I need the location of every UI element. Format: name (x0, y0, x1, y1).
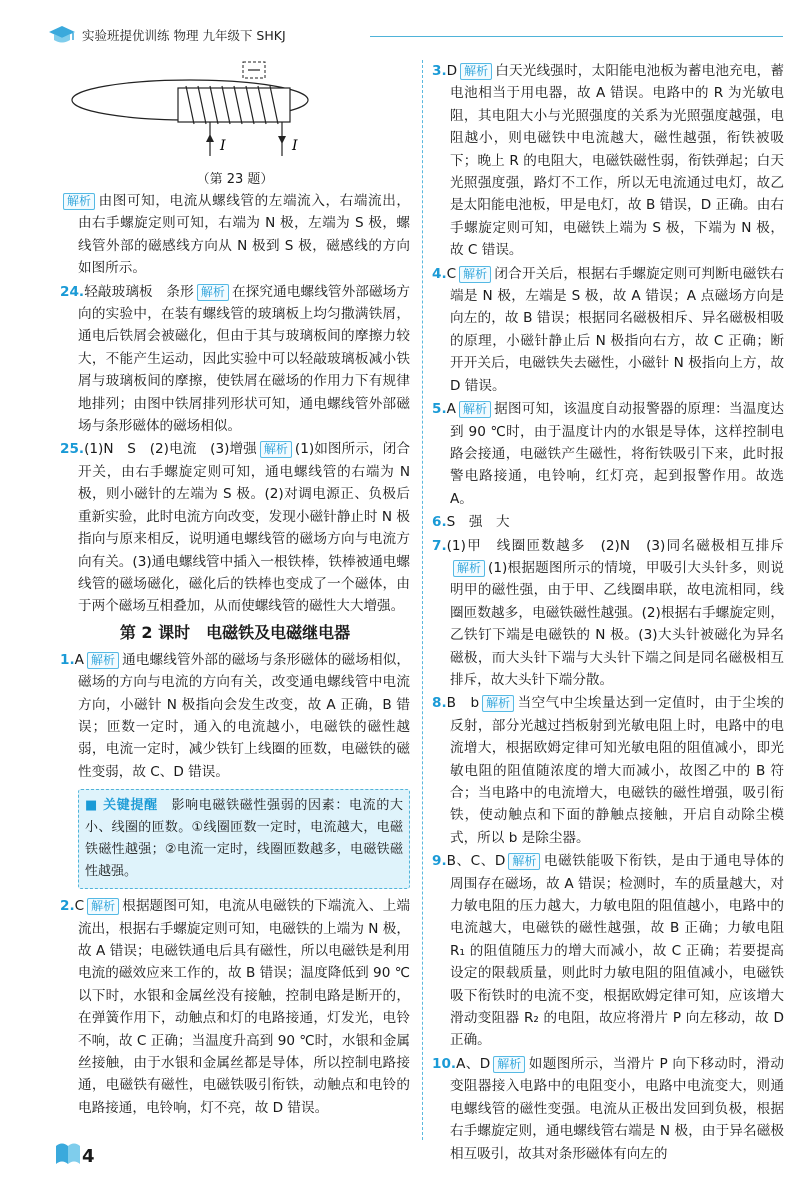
question-number: 9. (432, 853, 447, 870)
answer-text: (1)N S (2)电流 (3)增强 (84, 441, 257, 458)
analysis-text: 白天光线强时，太阳能电池板为蓄电池充电，蓄电池相当于用电器，故 A 错误。电路中的 R 为光敏电阻，其电阻大小与光照强度的关系为光照强度越强，电阻越小，则电磁铁中电流越大，磁性越强，衔铁被吸下；晚上 R 的电阻大，电磁铁磁性弱，衔铁弹起；白天光照强度强，路灯不工作，所以无电流通过电灯，故乙是太阳能电池板，甲是电灯，故 B 错误，D 正确。由右手螺旋定则可知，电磁铁上端为 S 极，下端为 N 极，故 C 错误。 (450, 63, 784, 259)
answer-1 (60, 649, 410, 783)
answer-3 (432, 60, 784, 262)
answer-text: 轻敲玻璃板 条形 (84, 283, 194, 300)
analysis-tag: 解析 (459, 266, 491, 283)
solenoid-figure (60, 60, 410, 172)
figure-caption: （第 23 题） (196, 172, 274, 187)
right-column (432, 60, 784, 1166)
answer-4 (432, 263, 784, 397)
analysis-text: 电磁铁能吸下衔铁，是由于通电导体的周围存在磁场，故 A 错误；检测时，车的质量越大，对力敏电阻的压力越大，力敏电阻的阻值越小，电路中的电流越大，电磁铁的磁性越强，故 B 正确；力敏电阻 R₁ 的阻值随压力的增大而减小，故 C 正确；若要提高设定的限载质量，则此时力敏电阻的阻值减小，电磁铁吸下衔铁时的电流不变，根据欧姆定律可知，应该增大滑动变阻器 R₂ 的电阻，故应将滑片 P 向左移动，故 D 正确。 (450, 853, 784, 1049)
answer-23 (60, 190, 410, 280)
answer-10 (432, 1053, 784, 1165)
analysis-text: 当空气中尘埃量达到一定值时，由于尘埃的反射，部分光越过挡板射到光敏电阻上时，电路中的电流增大，根据欧姆定律可知光敏电阻的阻值减小，即光敏电阻的阻值随浓度的增大而减小，故图乙中的 B 符合；当电路中的电流增大，电磁铁的磁性增强，吸引衔铁，使动触点和下面的静触点接触，开启自动除尘模式，所以 b 是除尘器。 (450, 695, 784, 846)
answer-text: S 强 大 (446, 514, 510, 531)
analysis-text: 如题图所示，当滑片 P 向下移动时，滑动变阻器接入电路中的电阻变小，电路中电流变大，则通电螺线管的磁性变强。电流从正极出发回到负极，根据右手螺旋定则，通电螺线管右端是 N 极，由于异名磁极相互吸引，故其对条形磁体有向左的 (450, 1055, 784, 1162)
answer-text: A (446, 401, 456, 418)
analysis-tag: 解析 (459, 401, 491, 418)
analysis-text: 由图可知，电流从螺线管的左端流入，右端流出，由右手螺旋定则可知，右端为 N 极，左端为 S 极，螺线管外部的磁感线方向从 N 极到 S 极，磁感线的方向如图所示。 (78, 193, 410, 277)
answer-text: C (446, 265, 457, 282)
answer-25 (60, 438, 410, 617)
answer-text: (1)甲 线圈匝数越多 (2)N (3)同名磁极相互排斥 (446, 537, 784, 554)
analysis-text: 通电螺线管外部的磁场与条形磁体的磁场相似，磁场的方向与电流的方向有关，改变通电螺线管中电流方向，小磁针 N 极指向会发生改变，故 A 正确，B 错误；匝数一定时，通入的电流越小，电磁铁的磁性越弱，电流一定时，减少铁钉上线圈的匝数，电磁铁的磁性变弱，故 C、D 错误。 (78, 651, 410, 780)
analysis-tag: 解析 (508, 853, 540, 870)
question-number: 4. (432, 265, 447, 282)
analysis-text: 闭合开关后，根据右手螺旋定则可判断电磁铁右端是 N 极，左端是 S 极，故 A 错误；A 点磁场方向是向左的，故 B 错误；根据同名磁极相斥、异名磁极相吸的原理，小磁针静止后 N 极指向右方，故 C 正确；断开开关后，电磁铁失去磁性，小磁针 N 极指向上方，故 D 错误。 (450, 265, 784, 394)
current-label-left: I (220, 138, 226, 154)
analysis-tag: 解析 (63, 193, 95, 210)
answer-text: B b (446, 695, 480, 712)
analysis-tag: 解析 (260, 441, 292, 458)
analysis-text: (1)如图所示，闭合开关，由右手螺旋定则可知，通电螺线管的右端为 N 极，则小磁针的左端为 S 极。(2)对调电源正、负极后重新实验，此时电流方向改变，发现小磁针静止时 N 极指向与原来相反，说明通电螺线管的磁场方向与电流方向有关。(3)通电螺线管中插入一根铁棒，铁棒被通电螺线管的磁场磁化，磁化后的铁棒也变成了一个磁体，由于两个磁场互相叠加，从而使螺线管的磁性大大增强。 (78, 441, 410, 615)
answer-text: A、D (456, 1055, 491, 1072)
answer-text: A (74, 651, 84, 668)
analysis-text: 据图可知，该温度自动报警器的原理：当温度达到 90 ℃时，由于温度计内的水银是导体，这样控制电路会接通，电磁铁产生磁性，将衔铁吸引下来，此时报警电路接通，电铃响，红灯亮，起到报警作用。故选 A。 (450, 401, 784, 507)
analysis-tag: 解析 (197, 284, 229, 301)
analysis-tag: 解析 (87, 652, 119, 669)
question-number: 3. (432, 63, 447, 79)
analysis-tag: 解析 (460, 63, 492, 80)
answer-9 (432, 850, 784, 1052)
answer-8 (432, 692, 784, 849)
header-rule (370, 36, 783, 37)
tip-heading: ■ 关键提醒 (85, 798, 158, 814)
page-number-badge (54, 1138, 98, 1172)
lesson-title: 第 2 课时 电磁铁及电磁继电器 (119, 622, 351, 642)
key-tip-box (78, 789, 410, 889)
tip-text: 影响电磁铁磁性强弱的因素：电流的大小、线圈的匝数。①线圈匝数一定时，电流越大，电磁铁磁性越强；②电流一定时，线圈匝数越多，电磁铁磁性越强。 (85, 798, 403, 880)
question-number: 24. (60, 283, 85, 300)
analysis-text: (1)根据题图所示的情境，甲吸引大头针多，则说明甲的磁性强，由于甲、乙线圈串联，故电流相同，线圈匝数越多，电磁铁磁性越强。(2)根据右手螺旋定则，乙铁钉下端是电磁铁的 N 极。(3)大头针被磁化为异名磁极，而大头针下端与大头针下端之间是同名磁极相互排斥，故大头针下端分散。 (450, 559, 784, 688)
question-number: 10. (432, 1055, 457, 1072)
analysis-tag: 解析 (87, 898, 119, 915)
book-title: 实验班提优训练 物理 九年级下 SHKJ (82, 28, 286, 43)
question-number: 7. (432, 537, 447, 554)
solenoid-diagram (60, 60, 410, 172)
answer-2 (60, 895, 410, 1119)
answer-24 (60, 281, 410, 438)
analysis-text: 在探究通电螺线管外部磁场方向的实验中，在装有螺线管的玻璃板上均匀撒满铁屑，通电后铁屑会被磁化，但由于其与玻璃板间的摩擦力较大，不能产生运动，因此实验中可以轻敲玻璃板减小铁屑与玻璃板间的摩擦，使铁屑在磁场的作用力下有规律地排列；由图中铁屑排列形状可知，通电螺线管外部磁场与条形磁体的磁场相似。 (78, 283, 411, 435)
question-number: 5. (432, 401, 447, 418)
analysis-tag: 解析 (482, 695, 514, 712)
question-number: 6. (432, 514, 447, 531)
answer-5 (432, 398, 784, 510)
answer-6 (432, 511, 784, 533)
question-number: 2. (60, 898, 75, 915)
analysis-text: 根据题图可知，电流从电磁铁的下端流入、上端流出，根据右手螺旋定则可知，电磁铁的上端为 N 极，故 A 错误；电磁铁通电后具有磁性，所以电磁铁是利用电流的磁效应来工作的，故 B 错误；温度降低到 90 ℃以下时，水银和金属丝没有接触，控制电路是断开的，在弹簧作用下，动触点和灯的电路接通，灯发光，电铃不响，故 C 正确；当温度升高到 90 ℃时，水银和金属丝接触，由于水银和金属丝都是导体，所以控制电路接通，电磁铁有磁性，电磁铁吸引衔铁，动触点和电铃的电路接通，电铃响，灯不亮，故 D 错误。 (78, 898, 410, 1116)
answer-7 (432, 535, 784, 692)
analysis-tag: 解析 (453, 560, 485, 577)
left-column (60, 60, 410, 1120)
book-icon (54, 1138, 98, 1168)
answer-text: B、C、D (446, 853, 506, 870)
answer-text: C (74, 898, 85, 915)
analysis-tag: 解析 (493, 1056, 525, 1073)
question-number: 1. (60, 651, 75, 668)
page-number: 4 (82, 1146, 95, 1167)
graduation-cap-icon (48, 24, 76, 46)
question-number: 25. (60, 441, 85, 458)
current-label-right: I (292, 138, 298, 154)
answer-text: D (446, 63, 458, 79)
column-divider (422, 60, 423, 1140)
page-header (48, 22, 783, 48)
question-number: 8. (432, 695, 447, 712)
